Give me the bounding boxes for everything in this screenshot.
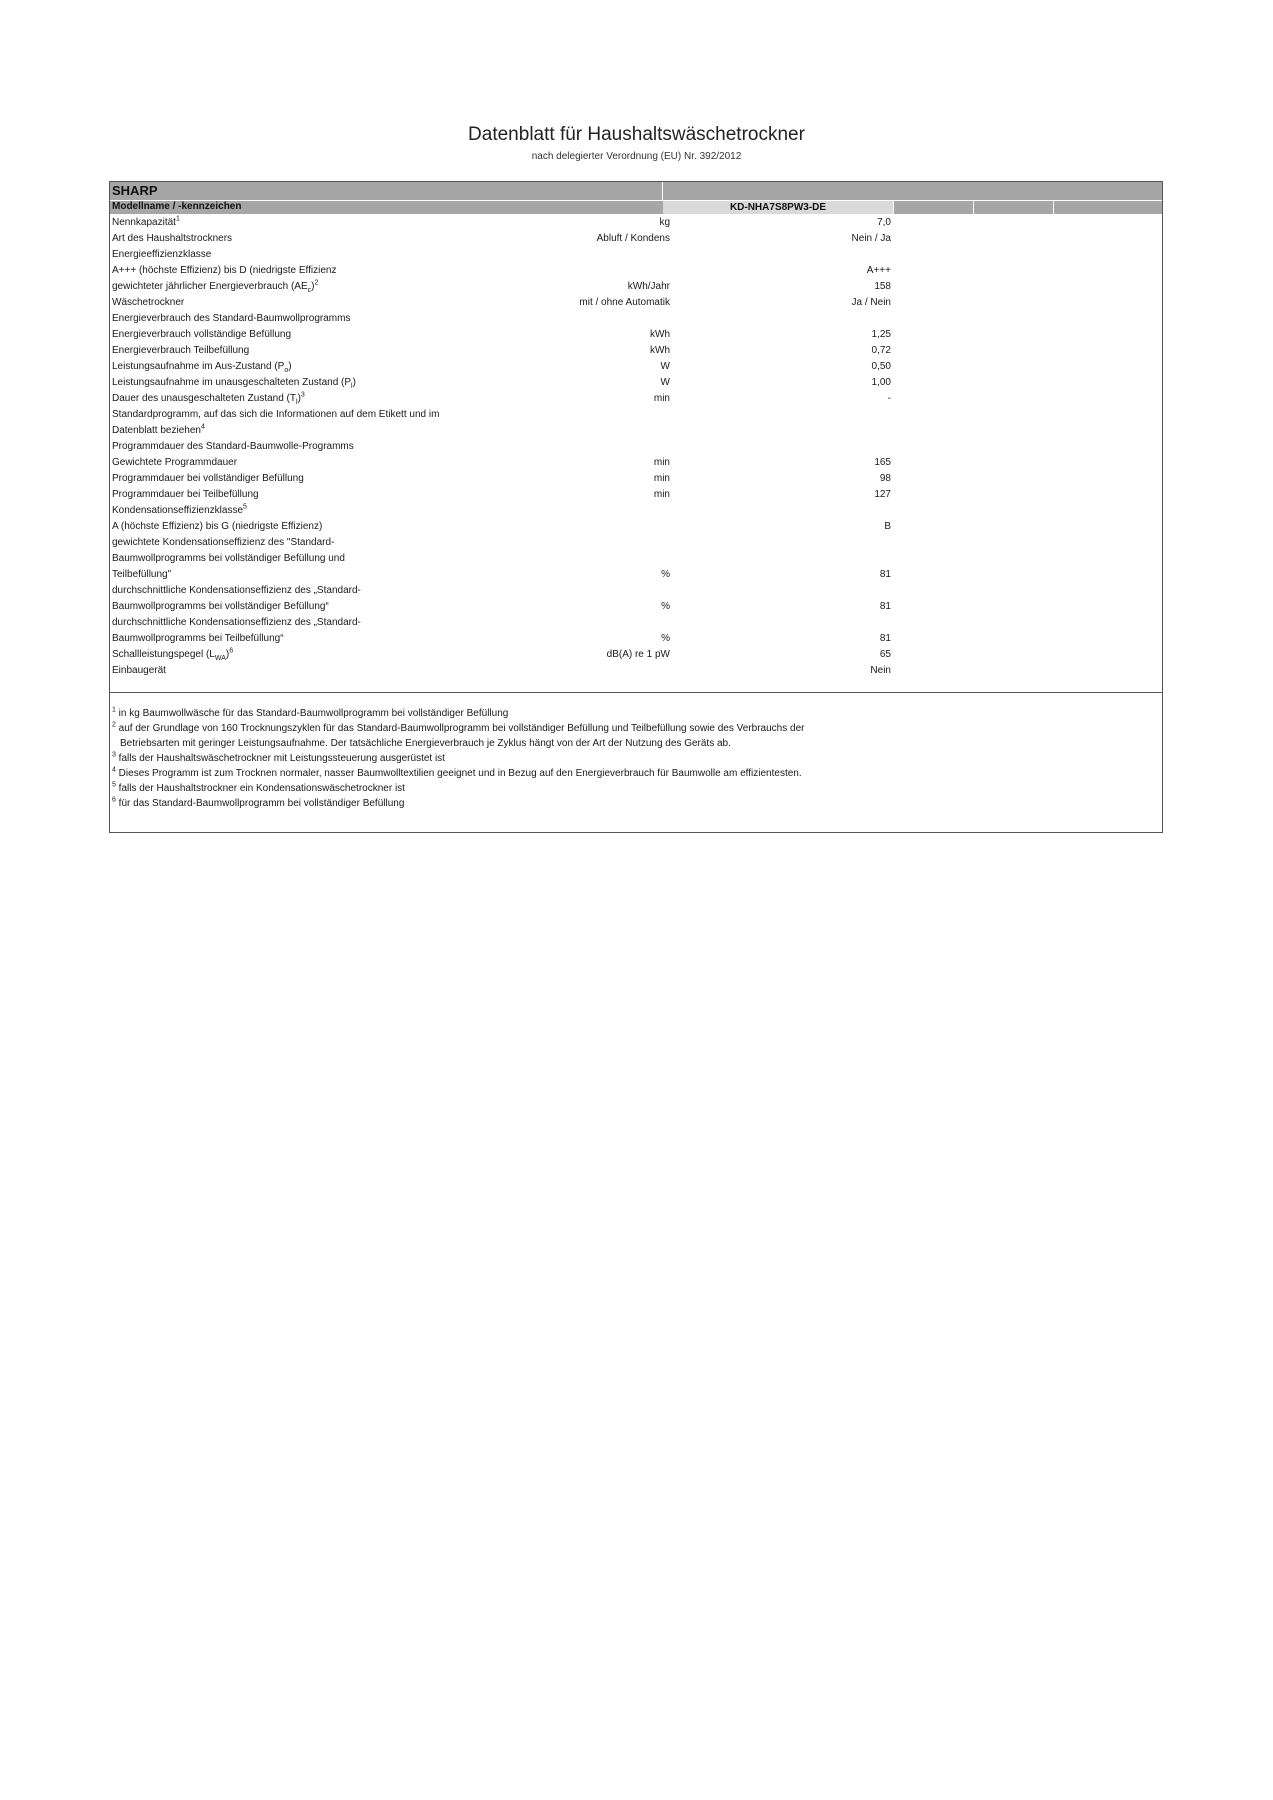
spec-label: durchschnittliche Kondensationseffizienz des „Standard- xyxy=(112,617,361,628)
footnote: $^1$ in kg Baumwollwäsche für das Standard-Baumwollprogramm bei vollständiger Befüllung xyxy=(112,706,509,719)
spec-row xyxy=(110,519,1162,535)
spec-row xyxy=(110,631,1162,647)
spec-label: Energieverbrauch Teilbefüllung xyxy=(112,345,250,356)
spec-value: 98 xyxy=(879,473,891,484)
column-divider xyxy=(1053,201,1054,214)
brand-row xyxy=(110,182,1162,200)
spec-unit: min xyxy=(653,393,670,404)
brand-name: SHARP xyxy=(112,183,158,198)
spec-row xyxy=(110,567,1162,583)
spec-value: 1,25 xyxy=(871,329,891,340)
spec-value: Nein xyxy=(870,665,891,676)
spec-row xyxy=(110,327,1162,343)
spec-label: Baumwollprogramms bei Teilbefüllung“ xyxy=(112,633,284,644)
spec-value: Nein / Ja xyxy=(851,233,891,244)
spec-row xyxy=(110,471,1162,487)
spec-row xyxy=(110,295,1162,311)
spec-label: Teilbefüllung" xyxy=(112,569,172,580)
spec-label: Energieverbrauch vollständige Befüllung xyxy=(112,329,292,340)
column-divider xyxy=(973,201,974,214)
spec-label: Programmdauer des Standard-Baumwolle-Programms xyxy=(112,441,354,452)
spec-unit: % xyxy=(661,601,670,612)
spec-unit: kg xyxy=(659,217,670,228)
spec-unit: kWh xyxy=(650,345,670,356)
spec-row xyxy=(110,231,1162,247)
footnote: $^5$ falls der Haushaltstrockner ein Kondensationswäschetrockner ist xyxy=(112,781,405,794)
spec-label: Art des Haushaltstrockners xyxy=(112,233,233,244)
spec-value: 165 xyxy=(874,457,891,468)
spec-row xyxy=(110,647,1162,663)
spec-unit: Abluft / Kondens xyxy=(596,233,670,244)
spec-unit: kWh/Jahr xyxy=(627,281,670,292)
spec-row xyxy=(110,375,1162,391)
spec-label: A (höchste Effizienz) bis G (niedrigste Effizienz) xyxy=(112,521,323,532)
spec-value: - xyxy=(887,393,891,404)
spec-row xyxy=(110,503,1162,519)
spec-label: Wäschetrockner xyxy=(112,297,185,308)
spec-value: 0,72 xyxy=(871,345,891,356)
spec-label: Baumwollprogramms bei vollständiger Befüllung und xyxy=(112,553,345,564)
spec-value: Ja / Nein xyxy=(851,297,891,308)
spec-row xyxy=(110,455,1162,471)
spec-unit: kWh xyxy=(650,329,670,340)
spec-row xyxy=(110,279,1162,295)
model-row xyxy=(110,200,1162,214)
footnote: Betriebsarten mit geringer Leistungsaufnahme. Der tatsächliche Energieverbrauch je Zyklus hängt von der Art der Nutzung des Geräts ab. xyxy=(120,738,731,749)
spec-unit: dB(A) re 1 pW xyxy=(606,649,670,660)
spec-row xyxy=(110,359,1162,375)
spec-label: Energieeffizienzklasse xyxy=(112,249,212,260)
spec-row xyxy=(110,615,1162,631)
spec-row xyxy=(110,439,1162,455)
column-divider xyxy=(893,201,894,214)
spec-value: 81 xyxy=(879,601,891,612)
spec-row xyxy=(110,407,1162,423)
page-subtitle: nach delegierter Verordnung (EU) Nr. 392/2012 xyxy=(531,151,742,162)
spec-value: 0,50 xyxy=(871,361,891,372)
footnote: $^3$ falls der Haushaltswäschetrockner mit Leistungssteuerung ausgerüstet ist xyxy=(112,751,445,764)
spec-label: Standardprogramm, auf das sich die Informationen auf dem Etikett und im xyxy=(112,409,440,420)
footnote: $^6$ für das Standard-Baumwollprogramm bei vollständiger Befüllung xyxy=(112,796,405,809)
spec-unit: % xyxy=(661,633,670,644)
footnote-divider xyxy=(110,692,1162,693)
spec-label: Leistungsaufnahme im unausgeschalteten Zustand $(P_l)$ xyxy=(112,377,356,390)
model-label: Modellname / -kennzeichen xyxy=(112,201,242,212)
spec-unit: min xyxy=(653,489,670,500)
spec-row xyxy=(110,599,1162,615)
spec-row xyxy=(110,215,1162,231)
spec-label: Leistungsaufnahme im Aus-Zustand $(P_o)$ xyxy=(112,361,292,374)
spec-label: Programmdauer bei vollständiger Befüllung xyxy=(112,473,304,484)
spec-unit: mit / ohne Automatik xyxy=(579,297,670,308)
spec-value: 127 xyxy=(874,489,891,500)
spec-row xyxy=(110,391,1162,407)
spec-value: 81 xyxy=(879,633,891,644)
spec-unit: W xyxy=(660,377,670,388)
spec-row xyxy=(110,535,1162,551)
spec-label: Baumwollprogramms bei vollständiger Befüllung“ xyxy=(112,601,329,612)
spec-label: gewichteter jährlicher Energieverbrauch $(AE_c)^2$ xyxy=(112,279,319,294)
spec-label: Einbaugerät xyxy=(112,665,166,676)
spec-row xyxy=(110,263,1162,279)
spec-value: A+++ xyxy=(866,265,891,276)
spec-value: 65 xyxy=(879,649,891,660)
column-divider xyxy=(662,182,663,200)
spec-label: Kondensationseffizienzklasse$^5$ xyxy=(112,503,247,516)
spec-unit: min xyxy=(653,457,670,468)
spec-unit: min xyxy=(653,473,670,484)
spec-label: Gewichtete Programmdauer xyxy=(112,457,238,468)
spec-label: Nennkapazität$^1$ xyxy=(112,215,180,228)
spec-row xyxy=(110,311,1162,327)
spec-row xyxy=(110,663,1162,679)
spec-value: 81 xyxy=(879,569,891,580)
spec-label: Dauer des unausgeschalteten Zustand $(T_l)^3$ xyxy=(112,391,305,406)
spec-row xyxy=(110,343,1162,359)
page-title: Datenblatt für Haushaltswäschetrockner xyxy=(468,124,805,145)
spec-label: Energieverbrauch des Standard-Baumwollprogramms xyxy=(112,313,351,324)
spec-row xyxy=(110,551,1162,567)
footnote: $^2$ auf der Grundlage von 160 Trocknungszyklen für das Standard-Baumwollprogramm bei vollständiger Befüllung und Teilbefüllung sowie des Verbrauchs der xyxy=(112,721,805,734)
footnotes xyxy=(112,706,1152,811)
spec-label: Schallleistungspegel $(L_{WA})^6$ xyxy=(112,647,234,662)
spec-row xyxy=(110,247,1162,263)
datasheet-table xyxy=(109,181,1163,833)
spec-unit: W xyxy=(660,361,670,372)
spec-label: Programmdauer bei Teilbefüllung xyxy=(112,489,259,500)
spec-value: 158 xyxy=(874,281,891,292)
spec-value: 7,0 xyxy=(877,217,891,228)
spec-value: 1,00 xyxy=(871,377,891,388)
spec-label: gewichtete Kondensationseffizienz des "Standard- xyxy=(112,537,335,548)
spec-unit: % xyxy=(661,569,670,580)
footnote: $^4$ Dieses Programm ist zum Trocknen normaler, nasser Baumwolltextilien geeignet und in Bezug auf den Energieverbrauch für Baumwolle am effizientesten. xyxy=(112,766,802,779)
spec-row xyxy=(110,583,1162,599)
spec-label: A+++ (höchste Effizienz) bis D (niedrigste Effizienz xyxy=(112,265,337,276)
spec-rows xyxy=(110,215,1162,679)
spec-row xyxy=(110,487,1162,503)
spec-row xyxy=(110,423,1162,439)
spec-label: durchschnittliche Kondensationseffizienz des „Standard- xyxy=(112,585,361,596)
model-identifier: KD-NHA7S8PW3-DE xyxy=(663,201,893,214)
spec-value: B xyxy=(884,521,891,532)
spec-label: Datenblatt beziehen$^4$ xyxy=(112,423,205,436)
